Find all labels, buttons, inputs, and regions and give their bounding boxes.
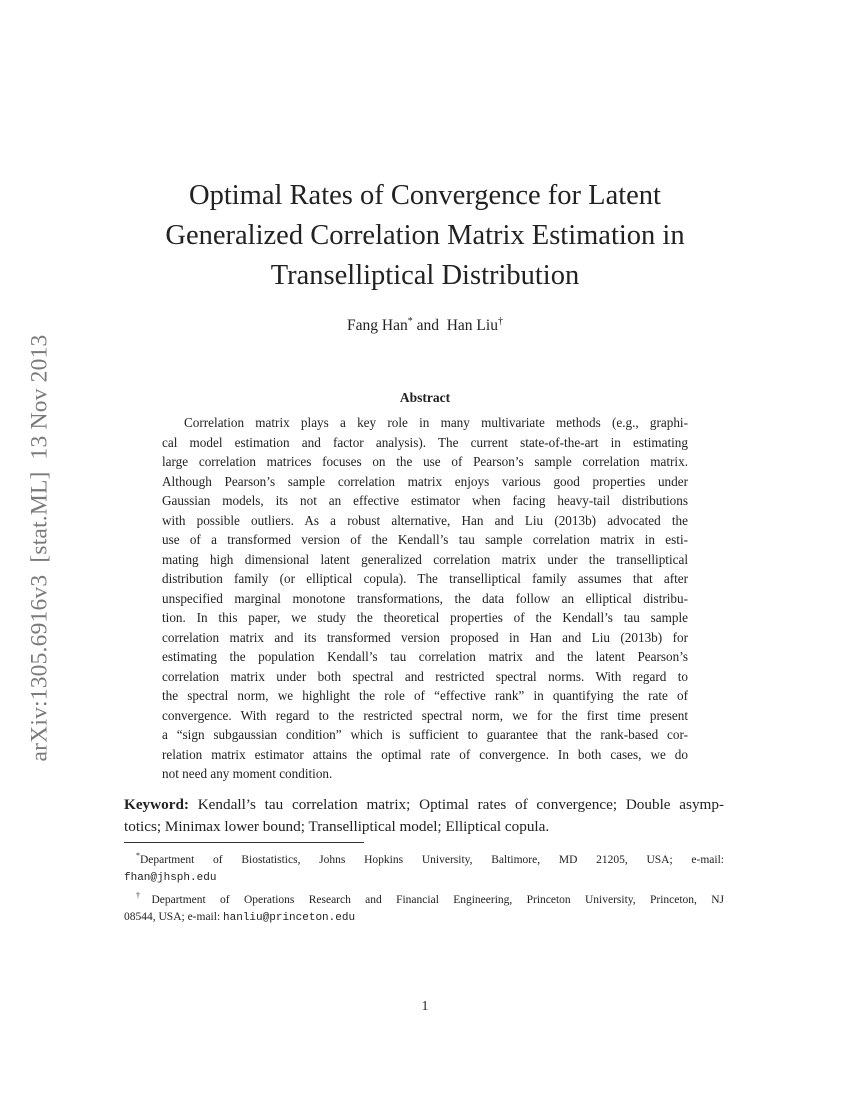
keywords-label: Keyword: (124, 796, 189, 813)
abstract-line: mating high dimensional latent generalized correlation matrix under the transelliptical (162, 551, 688, 567)
footnote-email (124, 869, 724, 887)
abstract-line: the spectral norm, we highlight the role of “effective rank” in quantifying the rate of (162, 688, 688, 703)
abstract-line: estimating the population Kendall’s tau correlation matrix and the latent Pearson’s (162, 649, 688, 664)
keywords-text: totics; Minimax lower bound; Transelliptical model; Elliptical copula. (124, 818, 550, 835)
footnote-line: *Department of Biostatistics, Johns Hopkins University, Baltimore, MD 21205, USA; e-mail: (136, 851, 724, 866)
footnote-line: 08544, USA; e-mail: hanliu@princeton.edu (124, 910, 356, 924)
abstract-line: tion. In this paper, we study the theoretical properties of the Kendall’s tau sample (162, 610, 688, 625)
abstract-line: convergence. With regard to the restricted spectral norm, we for the first time present (162, 707, 688, 723)
email-address: hanliu@princeton.edu (223, 911, 356, 924)
title-line: Transelliptical Distribution (270, 260, 580, 291)
abstract-line: cal model estimation and factor analysis). The current state-of-the-art in estimating (162, 434, 688, 450)
keywords-section (124, 794, 724, 838)
abstract-line: a “sign subgaussian condition” which is sufficient to guarantee that the rank-based cor- (162, 727, 688, 742)
abstract-line: correlation matrix under both spectral and restricted spectral norms. With regard to (162, 668, 688, 684)
author-list (100, 316, 750, 335)
footnote-mark: † (497, 316, 503, 327)
keywords-text: Kendall’s tau correlation matrix; Optimal rates of convergence; Double asymp- (197, 796, 725, 813)
author-connector: and (416, 317, 439, 335)
page-number: 1 (421, 998, 429, 1013)
abstract-line: use of a transformed version of the Kendall’s tau sample correlation matrix in esti- (162, 532, 688, 547)
abstract-body (162, 413, 688, 784)
title-line: Optimal Rates of Convergence for Latent (189, 180, 661, 211)
abstract-line: Correlation matrix plays a key role in many multivariate methods (e.g., graphi- (184, 415, 688, 430)
footnote-divider (124, 842, 364, 843)
footnote-mark: * (136, 851, 140, 860)
abstract-line: correlation matrix and its transformed version proposed in Han and Liu (2013b) for (162, 629, 688, 645)
arxiv-id: arXiv:1305.6916v3 (26, 574, 53, 762)
arxiv-date: 13 Nov 2013 (26, 334, 53, 460)
footnotes (124, 847, 724, 927)
author-name: Han Liu (446, 317, 498, 335)
footnote-line: †Department of Operations Research and Financial Engineering, Princeton University, Princeton, NJ (136, 890, 725, 906)
paper-title (100, 176, 750, 296)
abstract-line: Gaussian models, its not an effective estimator when facing heavy-tail distributions (162, 493, 688, 508)
abstract-line: not need any moment condition. (162, 766, 333, 781)
abstract-line: large correlation matrices focuses on the use of Pearson’s sample correlation matrix. (162, 454, 688, 469)
abstract-line: relation matrix estimator attains the optimal rate of convergence. In both cases, we do (162, 746, 688, 762)
arxiv-identifier-stamp (27, 335, 54, 762)
author-name: Fang Han (347, 317, 408, 335)
abstract-line: with possible outliers. As a robust alternative, Han and Liu (2013b) advocated the (162, 512, 688, 528)
abstract-line: distribution family (or elliptical copula). The transelliptical family assumes that after (162, 571, 688, 586)
footnote-mark: * (407, 316, 413, 327)
abstract-line: Although Pearson’s sample correlation matrix enjoys various good properties under (162, 473, 688, 489)
arxiv-category: [stat.ML] (26, 471, 53, 563)
abstract-line: unspecified marginal monotone transformations, the data follow an elliptical distribu- (162, 590, 688, 606)
title-line: Generalized Correlation Matrix Estimation in (165, 220, 685, 251)
email-address: fhan@jhsph.edu (124, 871, 217, 884)
abstract-heading: Abstract (399, 390, 451, 405)
footnote-mark: † (136, 890, 152, 900)
